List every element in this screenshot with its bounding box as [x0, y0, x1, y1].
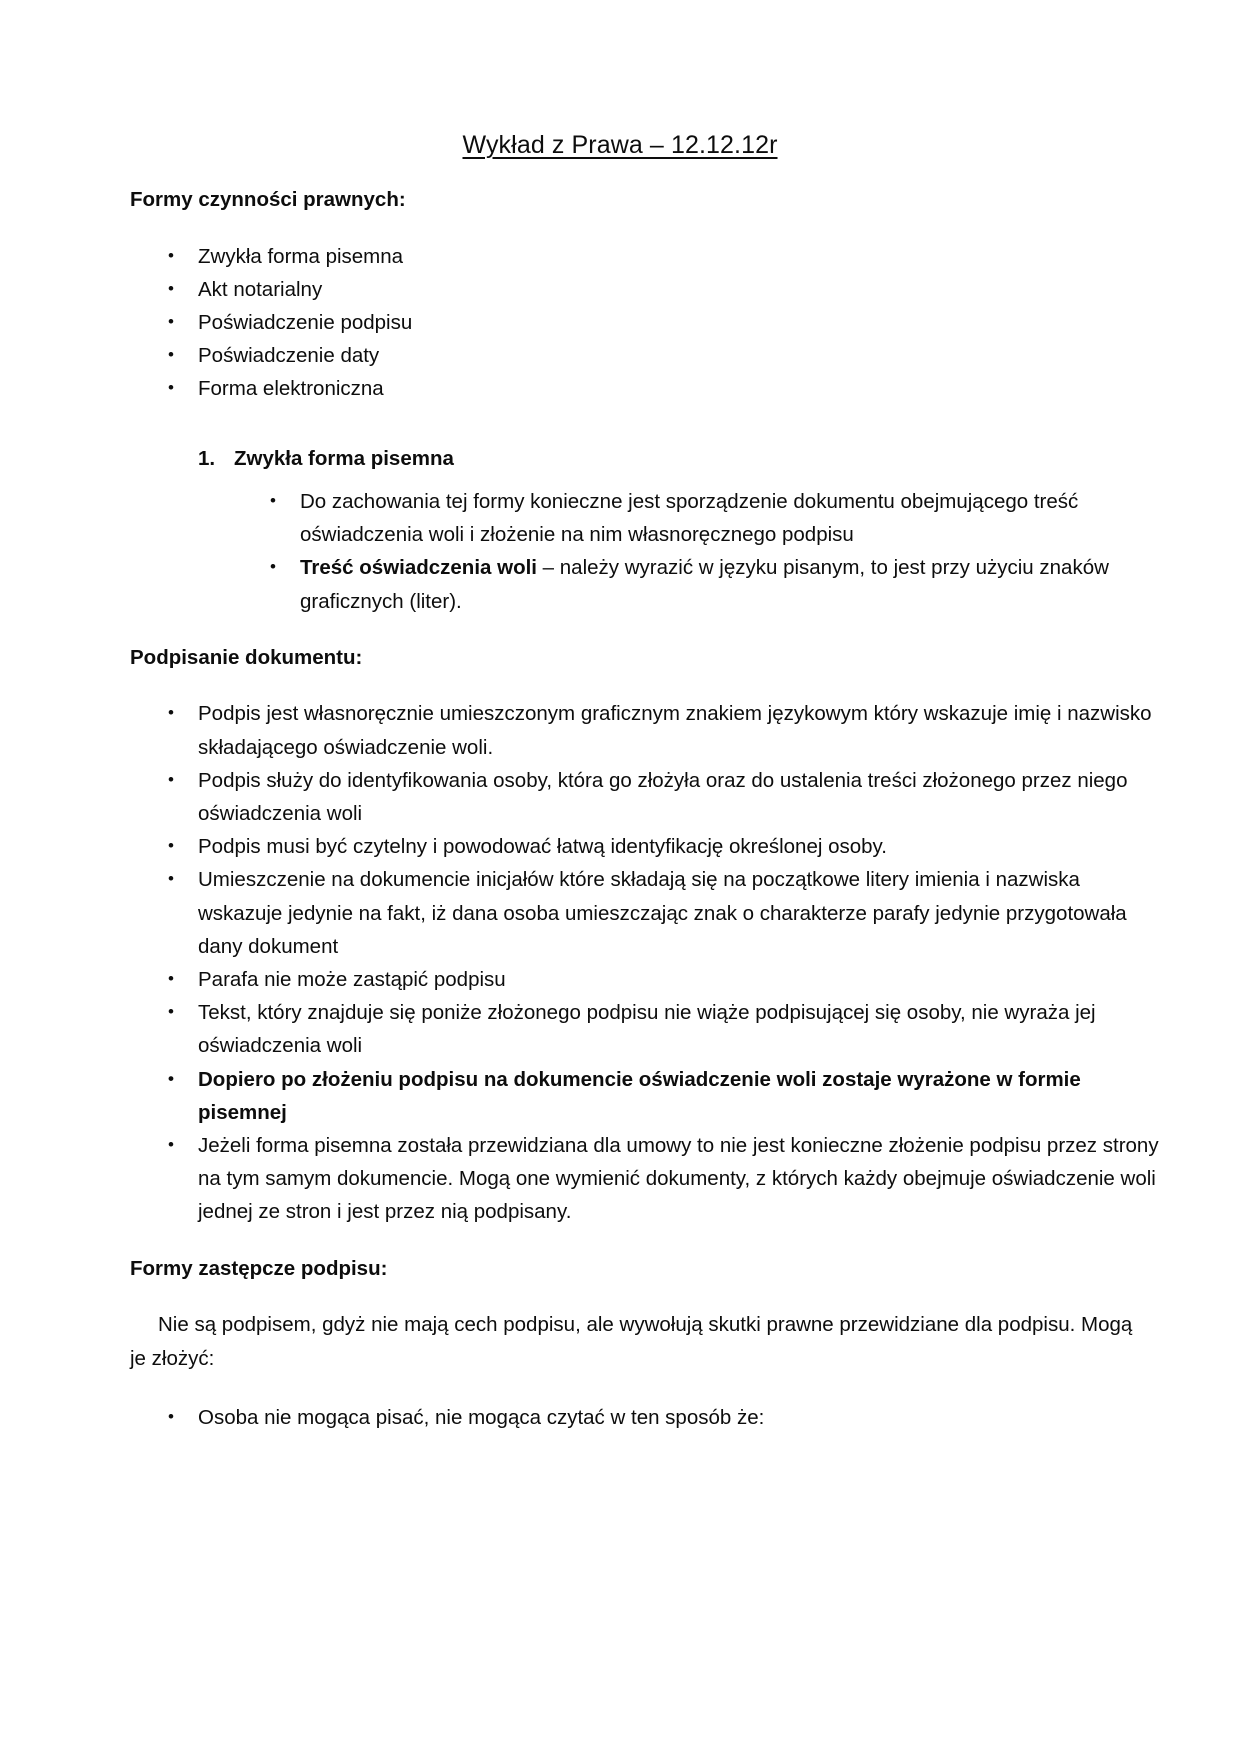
- list-item: • Zwykła forma pisemna: [0, 240, 1240, 273]
- list-formy-zastepcze: [0, 1401, 1240, 1434]
- numbered-list-item: [0, 442, 1240, 475]
- list-item: • Jeżeli forma pisemna została przewidziana dla umowy to nie jest konieczne złożenie podpisu przez strony na tym samym dokumencie. Mogą one wymienić dokumenty, z których każdy obejmuje oświadczenie woli jednej ze stron i jest przez nią podpisany.: [0, 1129, 1240, 1229]
- list-formy-czynnosci: [0, 240, 1240, 406]
- list-item: • Forma elektroniczna: [0, 372, 1240, 405]
- page-title-text: Wykład z Prawa – 12.12.12r: [462, 131, 778, 159]
- list-item: • Parafa nie może zastąpić podpisu: [0, 963, 1240, 996]
- list-item: • Podpis służy do identyfikowania osoby, która go złożyła oraz do ustalenia treści złożonego przez niego oświadczenia woli: [0, 764, 1240, 830]
- list-podpisanie-dokumentu: [0, 697, 1240, 1228]
- list-item: • Tekst, który znajduje się poniże złożonego podpisu nie wiąże podpisującej się osoby, nie wyraża jej oświadczenia woli: [0, 996, 1240, 1062]
- list-item: • Podpis musi być czytelny i powodować łatwą identyfikację określonej osoby.: [0, 830, 1240, 863]
- spacer: [0, 406, 1240, 442]
- section-heading-formy-czynnosci: Formy czynności prawnych:: [130, 188, 406, 211]
- list-number: 1.: [198, 446, 216, 470]
- list-item: • Umieszczenie na dokumencie inicjałów które składają się na początkowe litery imienia i nazwiska wskazuje jedynie na fakt, iż dana osoba umieszczając znak o charakterze parafy jedynie przygotowała dany dokument: [0, 863, 1240, 963]
- spacer: [0, 1229, 1240, 1255]
- spacer: [0, 214, 1240, 240]
- list-item: • Poświadczenie daty: [0, 339, 1240, 372]
- list-item: • Osoba nie mogąca pisać, nie mogąca czytać w ten sposób że:: [0, 1401, 1240, 1434]
- spacer: [0, 671, 1240, 697]
- list-item: • Podpis jest własnoręcznie umieszczonym graficznym znakiem językowym który wskazuje imię i nazwisko składającego oświadczenie woli.: [0, 697, 1240, 763]
- spacer: [0, 1375, 1240, 1401]
- list-item: • Dopiero po złożeniu podpisu na dokumencie oświadczenie woli zostaje wyrażone w formie pisemnej: [0, 1063, 1240, 1129]
- spacer: [0, 1282, 1240, 1308]
- section-heading-formy-zastepcze: Formy zastępcze podpisu:: [130, 1256, 388, 1280]
- spacer: [0, 475, 1240, 485]
- spacer: [0, 160, 1240, 186]
- list-item: [0, 485, 1240, 551]
- list-item-text: Do zachowania tej formy konieczne jest sporządzenie dokumentu obejmującego treść oświadczenia woli i złożenie na nim własnoręcznego podpisu: [300, 489, 1079, 547]
- paragraph-formy-zastepcze: Nie są podpisem, gdyż nie mają cech podpisu, ale wywołują skutki prawne przewidziane dla podpisu. Mogą je złożyć:: [130, 1313, 1133, 1370]
- numbered-list-label: Zwykła forma pisemna: [234, 446, 454, 470]
- list-item: • Poświadczenie podpisu: [0, 306, 1240, 339]
- spacer: [0, 618, 1240, 644]
- list-item-text: – należy wyrazić w języku pisanym, to jest przy użyciu znaków graficznych (liter).: [300, 556, 1109, 613]
- list-item-lead-term: Treść oświadczenia woli: [300, 556, 537, 580]
- sublist-zwykla-forma: [0, 485, 1240, 618]
- numbered-list-zwykla-forma: [0, 442, 1240, 475]
- section-heading-podpisanie-dokumentu: Podpisanie dokumentu:: [130, 645, 363, 669]
- list-item: • Akt notarialny: [0, 273, 1240, 306]
- list-item: [0, 551, 1240, 617]
- page-title: [0, 0, 1240, 160]
